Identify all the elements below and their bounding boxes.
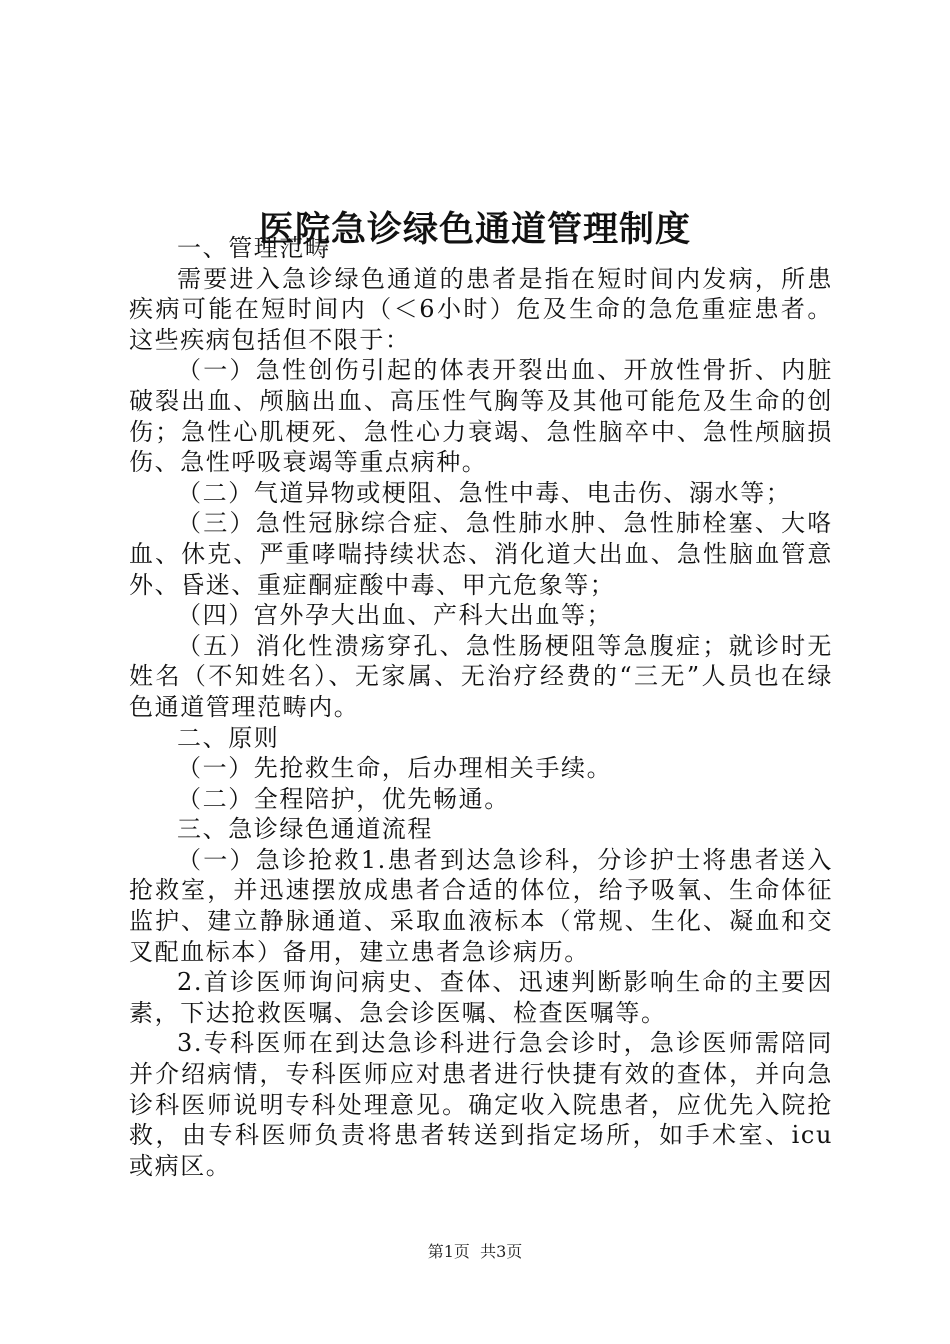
document-title: 医院急诊绿色通道管理制度 — [258, 210, 691, 251]
paragraph: 2.首诊医师询问病史、查体、迅速判断影响生命的主要因素，下达抢救医嘱、急会诊医嘱、检查医嘱等。 — [129, 968, 833, 1027]
page-footer — [0, 1241, 950, 1263]
section-heading: 一、管理范畴 — [177, 234, 331, 262]
paragraph: （五）消化性溃疡穿孔、急性肠梗阻等急腹症；就诊时无姓名（不知姓名）、无家属、无治疗经费的“三无”人员也在绿色通道管理范畴内。 — [129, 631, 833, 721]
page-number: 第1页 共3页 — [427, 1242, 523, 1261]
paragraph: 3.专科医师在到达急诊科进行急会诊时，急诊医师需陪同并介绍病情，专科医师应对患者进行快捷有效的查体，并向急诊科医师说明专科处理意见。确定收入院患者，应优先入院抢救，由专科医师负责将患者转送到指定场所，如手术室、icu或病区。 — [129, 1029, 833, 1180]
paragraph: （四）宫外孕大出血、产科大出血等； — [177, 601, 613, 630]
paragraph: （三）急性冠脉综合症、急性肺水肿、急性肺栓塞、大咯血、休克、严重哮喘持续状态、消化道大出血、急性脑血管意外、昏迷、重症酮症酸中毒、甲亢危象等； — [129, 509, 833, 599]
document-body — [129, 233, 833, 1181]
section-heading: 二、原则 — [177, 723, 280, 752]
paragraph: （二）气道异物或梗阻、急性中毒、电击伤、溺水等； — [177, 478, 792, 507]
paragraph: 需要进入急诊绿色通道的患者是指在短时间内发病，所患疾病可能在短时间内（＜6小时）危及生命的急危重症患者。这些疾病包括但不限于： — [129, 264, 833, 354]
paragraph: （一）急性创伤引起的体表开裂出血、开放性骨折、内脏破裂出血、颅脑出血、高压性气胸等及其他可能危及生命的创伤；急性心肌梗死、急性心力衰竭、急性脑卒中、急性颅脑损伤、急性呼吸衰竭等重点病种。 — [129, 356, 833, 477]
section-heading: 三、急诊绿色通道流程 — [177, 815, 433, 844]
paragraph: （一）先抢救生命，后办理相关手续。 — [177, 754, 613, 783]
paragraph: （二）全程陪护，优先畅通。 — [177, 784, 510, 813]
paragraph: （一）急诊抢救1.患者到达急诊科，分诊护士将患者送入抢救室，并迅速摆放成患者合适的体位，给予吸氧、生命体征监护、建立静脉通道、采取血液标本（常规、生化、凝血和交叉配血标本）备用，建立患者急诊病历。 — [129, 845, 833, 966]
